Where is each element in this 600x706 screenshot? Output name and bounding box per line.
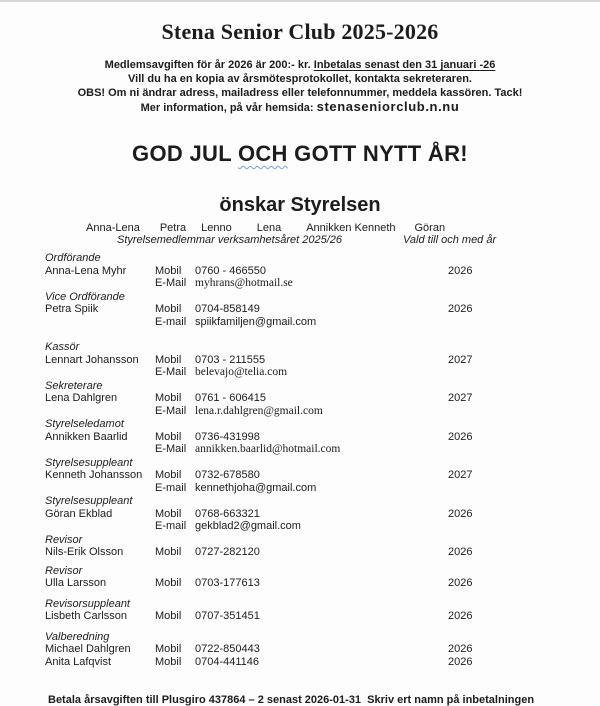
board-first-name: Lena: [256, 222, 282, 234]
board-group: [45, 341, 600, 379]
role-label: Revisor: [45, 564, 83, 577]
phone-label: Mobil: [155, 430, 182, 443]
member-name: Petra Spiik: [45, 303, 99, 315]
year-value: 2027: [448, 469, 473, 481]
member-email-row: [45, 443, 600, 456]
phone-value: 0703 - 211555: [195, 353, 266, 366]
member-row: [45, 577, 600, 590]
board-header-left: Styrelsemedlemmar verksamhetsåret 2025/26: [117, 234, 342, 246]
member-row: [45, 303, 600, 316]
email-value: spiikfamiljen@gmail.com: [195, 315, 317, 328]
member-row: [45, 392, 600, 405]
board-group: [45, 457, 600, 495]
protocol-line: Vill du ha en kopia av årsmötesprotokollet, kontakta sekreteraren.: [128, 73, 472, 85]
year-value: 2026: [448, 546, 473, 558]
email-label: E-Mail: [155, 366, 187, 378]
board-first-name: Petra: [159, 222, 187, 234]
member-row: [45, 610, 600, 623]
board-first-name: Annikken Kenneth: [306, 222, 396, 234]
member-email-row: [45, 316, 600, 329]
board-group: [45, 598, 600, 623]
member-name: Ulla Larsson: [45, 577, 107, 589]
role-label: Vice Ordförande: [45, 290, 125, 303]
board-group: [45, 291, 600, 329]
role-label: Ordförande: [45, 252, 101, 264]
member-name: Kenneth Johansson: [45, 469, 143, 481]
board-first-name: Lenno: [201, 222, 232, 234]
year-value: 2027: [448, 392, 473, 404]
signoff-line: önskar Styrelsen: [219, 194, 381, 216]
year-value: 2026: [448, 577, 473, 589]
role-label: Styrelseledamot: [45, 418, 124, 430]
role-label: Styrelsesuppleant: [45, 456, 133, 469]
member-row: [45, 643, 600, 656]
board-header-right: Vald till och med år: [403, 234, 497, 246]
board-group: [45, 565, 600, 590]
year-value: 2027: [448, 353, 473, 366]
member-email-row: [45, 277, 600, 290]
member-row: [45, 546, 600, 559]
phone-label: Mobil: [155, 546, 182, 558]
year-value: 2026: [448, 655, 473, 668]
year-value: 2026: [448, 507, 473, 520]
phone-label: Mobil: [155, 353, 182, 366]
board-group: [45, 418, 600, 456]
board-first-names-row: [0, 222, 600, 234]
member-email-row: [45, 520, 600, 533]
role-label: Sekreterare: [45, 379, 103, 392]
phone-value: 0704-441146: [195, 655, 260, 668]
phone-label: Mobil: [155, 577, 182, 589]
role-label: Styrelsesuppleant: [45, 495, 133, 507]
email-value: belevajo@telia.com: [195, 366, 288, 378]
email-label: E-mail: [155, 520, 187, 532]
year-value: 2026: [448, 430, 473, 443]
member-name: Lena Dahlgren: [45, 392, 118, 404]
board-group: [45, 252, 600, 290]
member-row: [45, 656, 600, 669]
phone-value: 0732-678580: [195, 469, 260, 481]
phone-value: 0736-431998: [195, 430, 260, 443]
fee-line: [0, 58, 600, 72]
email-label: E-Mail: [155, 277, 187, 289]
phone-label: Mobil: [155, 655, 182, 668]
page-title: Stena Senior Club 2025-2026: [161, 19, 439, 44]
board-group: [45, 380, 600, 418]
email-label: E-mail: [155, 481, 187, 494]
year-value: 2026: [448, 264, 473, 277]
phone-value: 0760 - 466550: [195, 264, 266, 277]
member-row: [45, 354, 600, 367]
role-label: Valberedning: [45, 630, 110, 643]
role-label: Revisor: [45, 533, 83, 546]
phone-label: Mobil: [155, 392, 182, 404]
fee-text: Medlemsavgiften för år 2026 är 200:- kr.: [104, 59, 314, 71]
board-group: [45, 534, 600, 559]
year-value: 2026: [448, 303, 473, 315]
member-name: Annikken Baarlid: [45, 430, 128, 443]
board-group: [45, 631, 600, 669]
email-value: myhrans@hotmail.se: [195, 277, 293, 289]
phone-label: Mobil: [155, 469, 182, 481]
phone-value: 0722-850443: [195, 643, 260, 655]
board-table-header: [0, 234, 600, 247]
email-label: E-Mail: [155, 443, 187, 455]
member-name: Göran Ekblad: [45, 507, 113, 520]
member-email-row: [45, 482, 600, 495]
member-name: Anita Lafqvist: [45, 655, 112, 668]
board-member-list: [0, 252, 600, 668]
phone-value: 0703-177613: [195, 577, 260, 589]
website-line: [0, 100, 600, 115]
role-label: Revisorsuppleant: [45, 597, 130, 610]
phone-value: 0761 - 606415: [195, 392, 266, 404]
website-url: stenaseniorclub.n.nu: [316, 99, 460, 114]
phone-value: 0707-351451: [195, 610, 260, 622]
member-name: Michael Dahlgren: [45, 643, 131, 655]
email-value: lena.r.dahlgren@gmail.com: [195, 404, 323, 417]
member-name: Anna-Lena Myhr: [45, 264, 127, 277]
email-value: gekblad2@gmail.com: [195, 520, 301, 532]
member-row: [45, 265, 600, 278]
greeting-line: [0, 141, 600, 167]
member-name: Lennart Johansson: [45, 353, 139, 366]
member-email-row: [45, 366, 600, 379]
greeting-part1: GOD JUL: [132, 141, 238, 166]
member-email-row: [45, 405, 600, 418]
phone-label: Mobil: [155, 610, 182, 622]
email-label: E-Mail: [155, 404, 187, 417]
website-prefix: Mer information, på vår hemsida:: [140, 102, 317, 114]
board-first-name: Göran: [414, 222, 446, 234]
greeting-part2: GOTT NYTT ÅR!: [287, 141, 468, 166]
phone-value: 0727-282120: [195, 546, 260, 558]
phone-value: 0704-858149: [195, 303, 260, 315]
board-first-name: Anna-Lena: [86, 222, 140, 234]
phone-label: Mobil: [155, 264, 182, 277]
phone-value: 0768-663321: [195, 507, 260, 520]
email-value: kennethjoha@gmail.com: [195, 481, 317, 494]
role-label: Kassör: [45, 341, 80, 353]
payment-instruction: Betala årsavgiften till Plusgiro 437864 – 2 senast 2026-01-31 Skriv ert namn på inbetalningen: [48, 694, 535, 706]
year-value: 2026: [448, 610, 473, 622]
member-row: [45, 431, 600, 444]
fee-deadline: Inbetalas senast den 31 januari -26: [313, 59, 496, 71]
email-label: E-mail: [155, 315, 187, 328]
phone-label: Mobil: [155, 507, 182, 520]
member-row: [45, 469, 600, 482]
greeting-spellcheck-word: OCH: [237, 141, 288, 166]
email-value: annikken.baarlid@hotmail.com: [195, 443, 341, 455]
member-row: [45, 508, 600, 521]
obs-line: OBS! Om ni ändrar adress, mailadress eller telefonnummer, meddela kassören. Tack!: [77, 87, 523, 99]
phone-label: Mobil: [155, 303, 182, 315]
member-name: Nils-Erik Olsson: [45, 546, 124, 558]
phone-label: Mobil: [155, 643, 182, 655]
info-block: [0, 58, 600, 115]
board-group: [45, 495, 600, 533]
member-name: Lisbeth Carlsson: [45, 610, 127, 622]
year-value: 2026: [448, 643, 473, 655]
